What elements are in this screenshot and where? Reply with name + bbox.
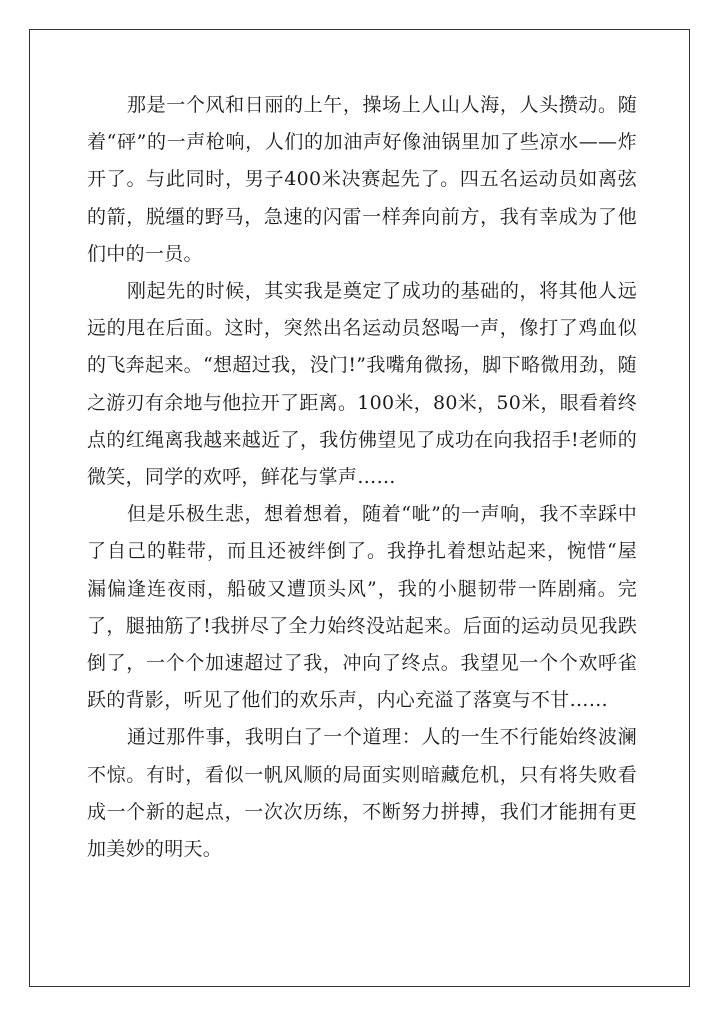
- paragraph-3: 但是乐极生悲，想着想着，随着“呲”的一声响，我不幸踩中了自己的鞋带，而且还被绊倒了。我挣扎着想站起来，惋惜“屋漏偏逢连夜雨，船破又遭顶头风”，我的小腿韧带一阵剧痛。完了，腿抽筋了!我拼尽了全力始终没站起来。后面的运动员见我跌倒了，一个个加速超过了我，冲向了终点。我望见一个个欢呼雀跃的背影，听见了他们的欢乐声，内心充溢了落寞与不甘……: [87, 503, 637, 712]
- essay-body: [87, 87, 637, 868]
- paragraph-4: 通过那件事，我明白了一个道理：人的一生不行能始终波澜不惊。有时，看似一帆风顺的局面实则暗藏危机，只有将失败看成一个新的起点，一次次历练，不断努力拼搏，我们才能拥有更加美妙的明天。: [87, 726, 637, 861]
- paragraph-1: 那是一个风和日丽的上午，操场上人山人海，人头攒动。随着“砰”的一声枪响，人们的加油声好像油锅里加了些凉水——炸开了。与此同时，男子400米决赛起先了。四五名运动员如离弦的箭，脱缰的野马，急速的闪雷一样奔向前方，我有幸成为了他们中的一员。: [87, 94, 637, 265]
- paragraph-2: 刚起先的时候，其实我是奠定了成功的基础的，将其他人远远的甩在后面。这时，突然出名运动员怒喝一声，像打了鸡血似的飞奔起来。“想超过我，没门!”我嘴角微扬，脚下略微用劲，随之游刃有余地与他拉开了距离。100米，80米，50米，眼看着终点的红绳离我越来越近了，我仿佛望见了成功在向我招手!老师的微笑，同学的欢呼，鲜花与掌声……: [87, 280, 637, 489]
